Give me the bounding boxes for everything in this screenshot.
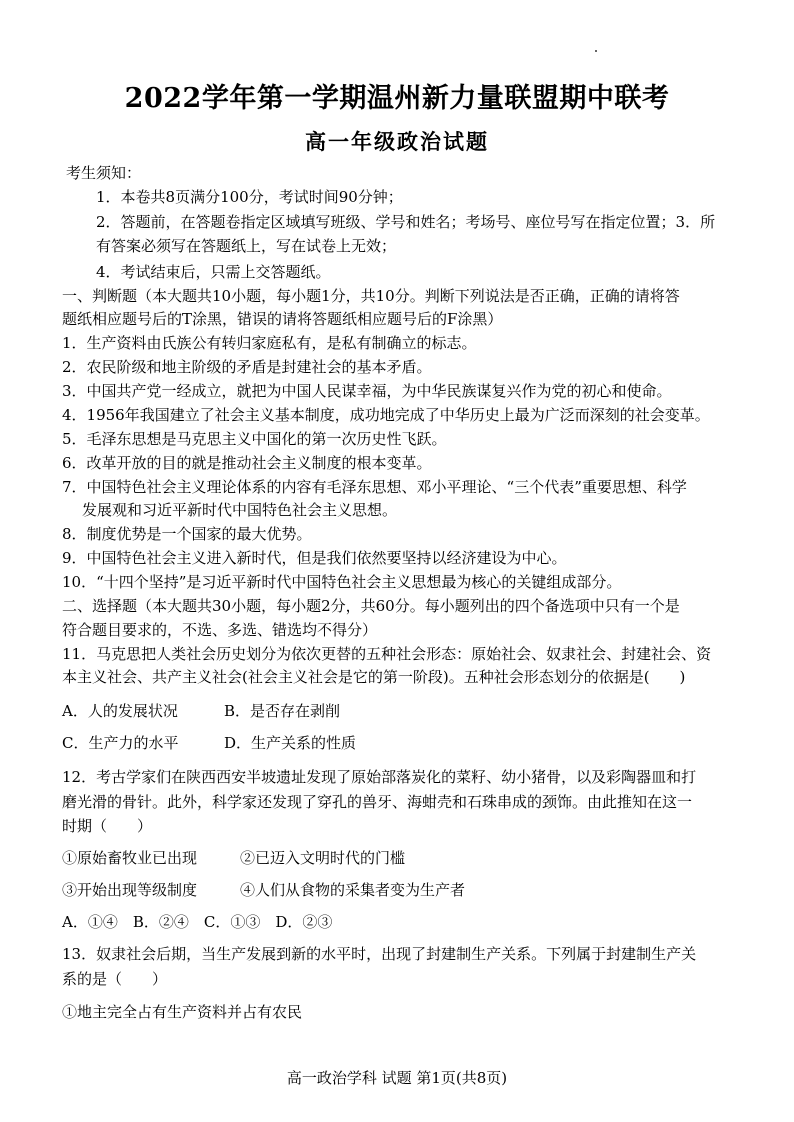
exam-title: 2022学年第一学期温州新力量联盟期中联考 <box>124 83 670 114</box>
q12-stem: 磨光滑的骨针。此外，科学家还发现了穿孔的兽牙、海蚶壳和石珠串成的颈饰。由此推知在这一 <box>62 793 693 811</box>
section2-intro: 符合题目要求的，不选、多选、错选均不得分） <box>62 621 378 639</box>
q12-options: A．①④ B．②④ C．①③ D．②③ <box>62 913 333 931</box>
q12-statement: ③开始出现等级制度 <box>62 881 198 899</box>
q13-stem: 13．奴隶社会后期，当生产发展到新的水平时，出现了封建制生产关系。下列属于封建制生产关 <box>62 945 697 963</box>
q11-option-d: D．生产关系的性质 <box>224 734 357 752</box>
q11-option-c: C．生产力的水平 <box>62 734 179 752</box>
page-footer: 高一政治学科 试题 第1页(共8页) <box>286 1069 508 1087</box>
q11-stem: 本主义社会、共产主义社会(社会主义社会是它的第一阶段)。五种社会形态划分的依据是( ) <box>62 668 686 686</box>
q13-stem: 系的是（ ） <box>62 970 168 988</box>
q12-statement: ④人们从食物的采集者变为生产者 <box>240 881 466 899</box>
notice-heading: 考生须知： <box>66 164 142 182</box>
judgement-question: 2．农民阶级和地主阶级的矛盾是封建社会的基本矛盾。 <box>62 358 432 376</box>
judgement-question: 4．1956年我国建立了社会主义基本制度，成功地完成了中华历史上最为广泛而深刻的社会变革。 <box>62 406 710 424</box>
q11-stem: 11．马克思把人类社会历史划分为依次更替的五种社会形态：原始社会、奴隶社会、封建社会、资 <box>62 645 712 663</box>
judgement-question: 5．毛泽东思想是马克思主义中国化的第一次历史性飞跃。 <box>62 430 447 448</box>
q11-option-b: B．是否存在剥削 <box>224 702 341 720</box>
notice-item: 1．本卷共8页满分100分，考试时间90分钟； <box>96 188 403 206</box>
q13-statement: ①地主完全占有生产资料并占有农民 <box>62 1003 303 1021</box>
judgement-question: 1．生产资料由氏族公有转归家庭私有，是私有制确立的标志。 <box>62 334 477 352</box>
q12-statement: ①原始畜牧业已出现 <box>62 849 198 867</box>
judgement-question: 10．“十四个坚持”是习近平新时代中国特色社会主义思想最为核心的关键组成部分。 <box>62 573 622 591</box>
notice-item: 有答案必须写在答题纸上，写在试卷上无效； <box>96 237 397 255</box>
judgement-question: 6．改革开放的目的就是推动社会主义制度的根本变革。 <box>62 454 432 472</box>
q12-statement: ②已迈入文明时代的门槛 <box>240 849 406 867</box>
q11-option-a: A．人的发展状况 <box>62 702 178 720</box>
exam-subtitle: 高一年级政治试题 <box>305 129 489 154</box>
judgement-question: 8．制度优势是一个国家的最大优势。 <box>62 525 312 543</box>
section1-intro: 一、判断题（本大题共10小题，每小题1分，共10分。判断下列说法是否正确，正确的请将答 <box>62 287 680 305</box>
judgement-question-cont: 发展观和习近平新时代中国特色社会主义思想。 <box>82 501 398 519</box>
judgement-question: 7．中国特色社会主义理论体系的内容有毛泽东思想、邓小平理论、“三个代表”重要思想、科学 <box>62 478 687 496</box>
notice-item: 2．答题前，在答题卷指定区域填写班级、学号和姓名；考场号、座位号写在指定位置；3．所 <box>96 213 716 231</box>
q12-stem: 时期（ ） <box>62 817 153 835</box>
section1-intro: 题纸相应题号后的T涂黑，错误的请将答题纸相应题号后的F涂黑） <box>62 310 503 328</box>
notice-item: 4．考试结束后，只需上交答题纸。 <box>96 263 331 281</box>
section2-intro: 二、选择题（本大题共30小题，每小题2分，共60分。每小题列出的四个备选项中只有一个是 <box>62 597 680 615</box>
judgement-question: 9．中国特色社会主义进入新时代，但是我们依然要坚持以经济建设为中心。 <box>62 549 567 567</box>
q12-stem: 12．考古学家们在陕西西安半坡遗址发现了原始部落炭化的菜籽、幼小猪骨，以及彩陶器皿和打 <box>62 768 697 786</box>
judgement-question: 3．中国共产党一经成立，就把为中国人民谋幸福，为中华民族谋复兴作为党的初心和使命。 <box>62 382 672 400</box>
speck-mark <box>595 50 597 52</box>
